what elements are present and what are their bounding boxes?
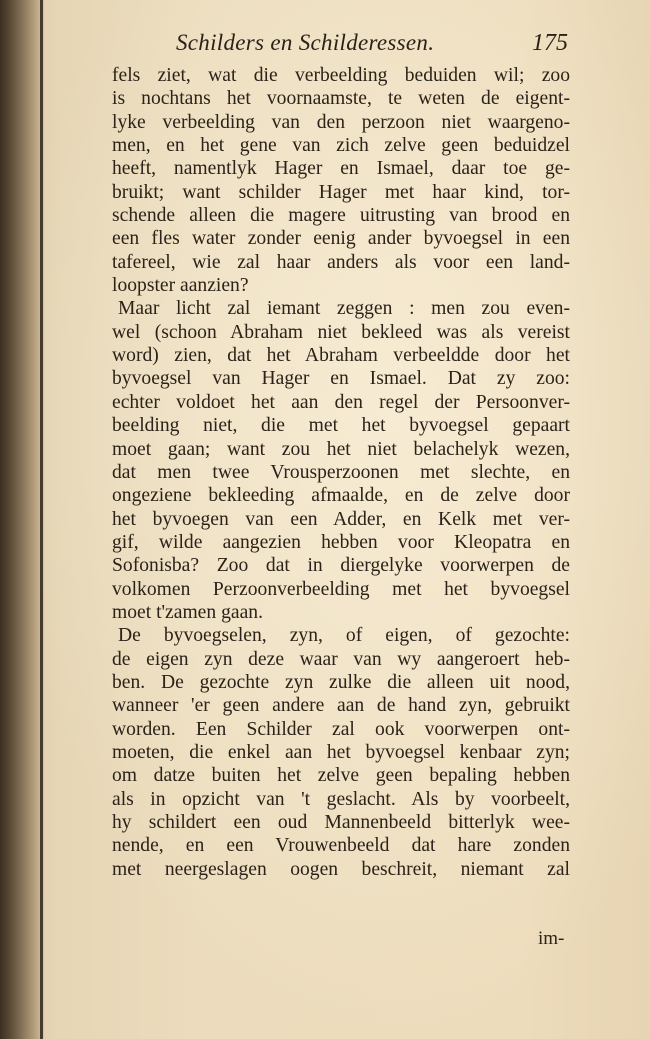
text-line: volkomen Perzoonverbeelding met het byvoegsel — [112, 578, 570, 600]
book-gutter — [0, 0, 44, 1039]
text-line: is nochtans het voornaamste, te weten de eigent- — [112, 88, 570, 110]
text-line: Sofonisba? Zoo dat in diergelyke voorwerpen de — [112, 555, 570, 577]
text-line: dat men twee Vrousperzoonen met slechte, en — [112, 461, 570, 483]
text-line: hy schildert een oud Mannenbeeld bitterlyk wee- — [112, 812, 570, 833]
gutter-edge — [40, 0, 43, 1039]
text-line: Maar licht zal iemant zeggen : men zou even- — [118, 298, 570, 320]
text-line: tafereel, wie zal haar anders als voor een land- — [112, 251, 570, 273]
text-line: wel (schoon Abraham niet bekleed was als vereist — [112, 321, 570, 343]
text-line: worden. Een Schilder zal ook voorwerpen ont- — [112, 718, 570, 740]
page-header — [108, 30, 578, 60]
text-line: de eigen zyn deze waar van wy aangeroert heb- — [112, 648, 570, 670]
text-line: gif, wilde aangezien hebben voor Kleopatra en — [112, 531, 570, 553]
text-line: fels ziet, wat die verbeelding beduiden wil; zoo — [112, 65, 570, 86]
catchword: im- — [538, 928, 565, 949]
text-line: om datze buiten het zelve geen bepaling hebben — [112, 765, 570, 787]
text-line: lyke verbeelding van den perzoon niet waargeno- — [112, 111, 570, 133]
text-line: een fles water zonder eenig ander byvoegsel in een — [112, 228, 570, 250]
text-line: moet t'zamen gaan. — [112, 601, 263, 623]
text-line: word) zien, dat het Abraham verbeeldde door het — [112, 345, 570, 367]
text-line: ongeziene bekleeding afmaalde, en de zelve door — [112, 485, 570, 507]
text-line: loopster aanzien? — [112, 275, 249, 297]
text-line: moeten, die enkel aan het byvoegsel kenbaar zyn; — [112, 741, 570, 763]
text-line: het byvoegen van een Adder, en Kelk met ver- — [112, 508, 570, 530]
text-line: ben. De gezochte zyn zulke die alleen uit nood, — [112, 671, 570, 693]
text-line: met neergeslagen oogen beschreit, niemant zal — [112, 858, 570, 880]
text-line: nende, en een Vrouwenbeeld dat hare zonden — [112, 835, 570, 857]
text-line: schende alleen die magere uitrusting van brood en — [112, 205, 570, 227]
text-line: echter voldoet het aan den regel der Persoonver- — [112, 391, 570, 413]
text-line: wanneer 'er geen andere aan de hand zyn, gebruikt — [112, 695, 570, 717]
text-line: moet gaan; want zou het niet belachelyk wezen, — [112, 438, 570, 460]
running-head: Schilders en Schilderessen. — [176, 30, 435, 55]
text-line: heeft, namentlyk Hager en Ismael, daar toe ge- — [112, 158, 570, 180]
text-line: bruikt; want schilder Hager met haar kind, tor- — [112, 181, 570, 203]
text-line: De byvoegselen, zyn, of eigen, of gezochte: — [118, 625, 570, 647]
text-line: men, en het gene van zich zelve geen beduidzel — [112, 135, 570, 157]
page-number: 175 — [532, 30, 568, 56]
text-line: beelding niet, die met het byvoegsel gepaart — [112, 415, 570, 437]
text-line: byvoegsel van Hager en Ismael. Dat zy zoo: — [112, 368, 570, 390]
body-text — [112, 64, 570, 881]
text-line: als in opzicht van 't geslacht. Als by voorbeelt, — [112, 788, 570, 810]
